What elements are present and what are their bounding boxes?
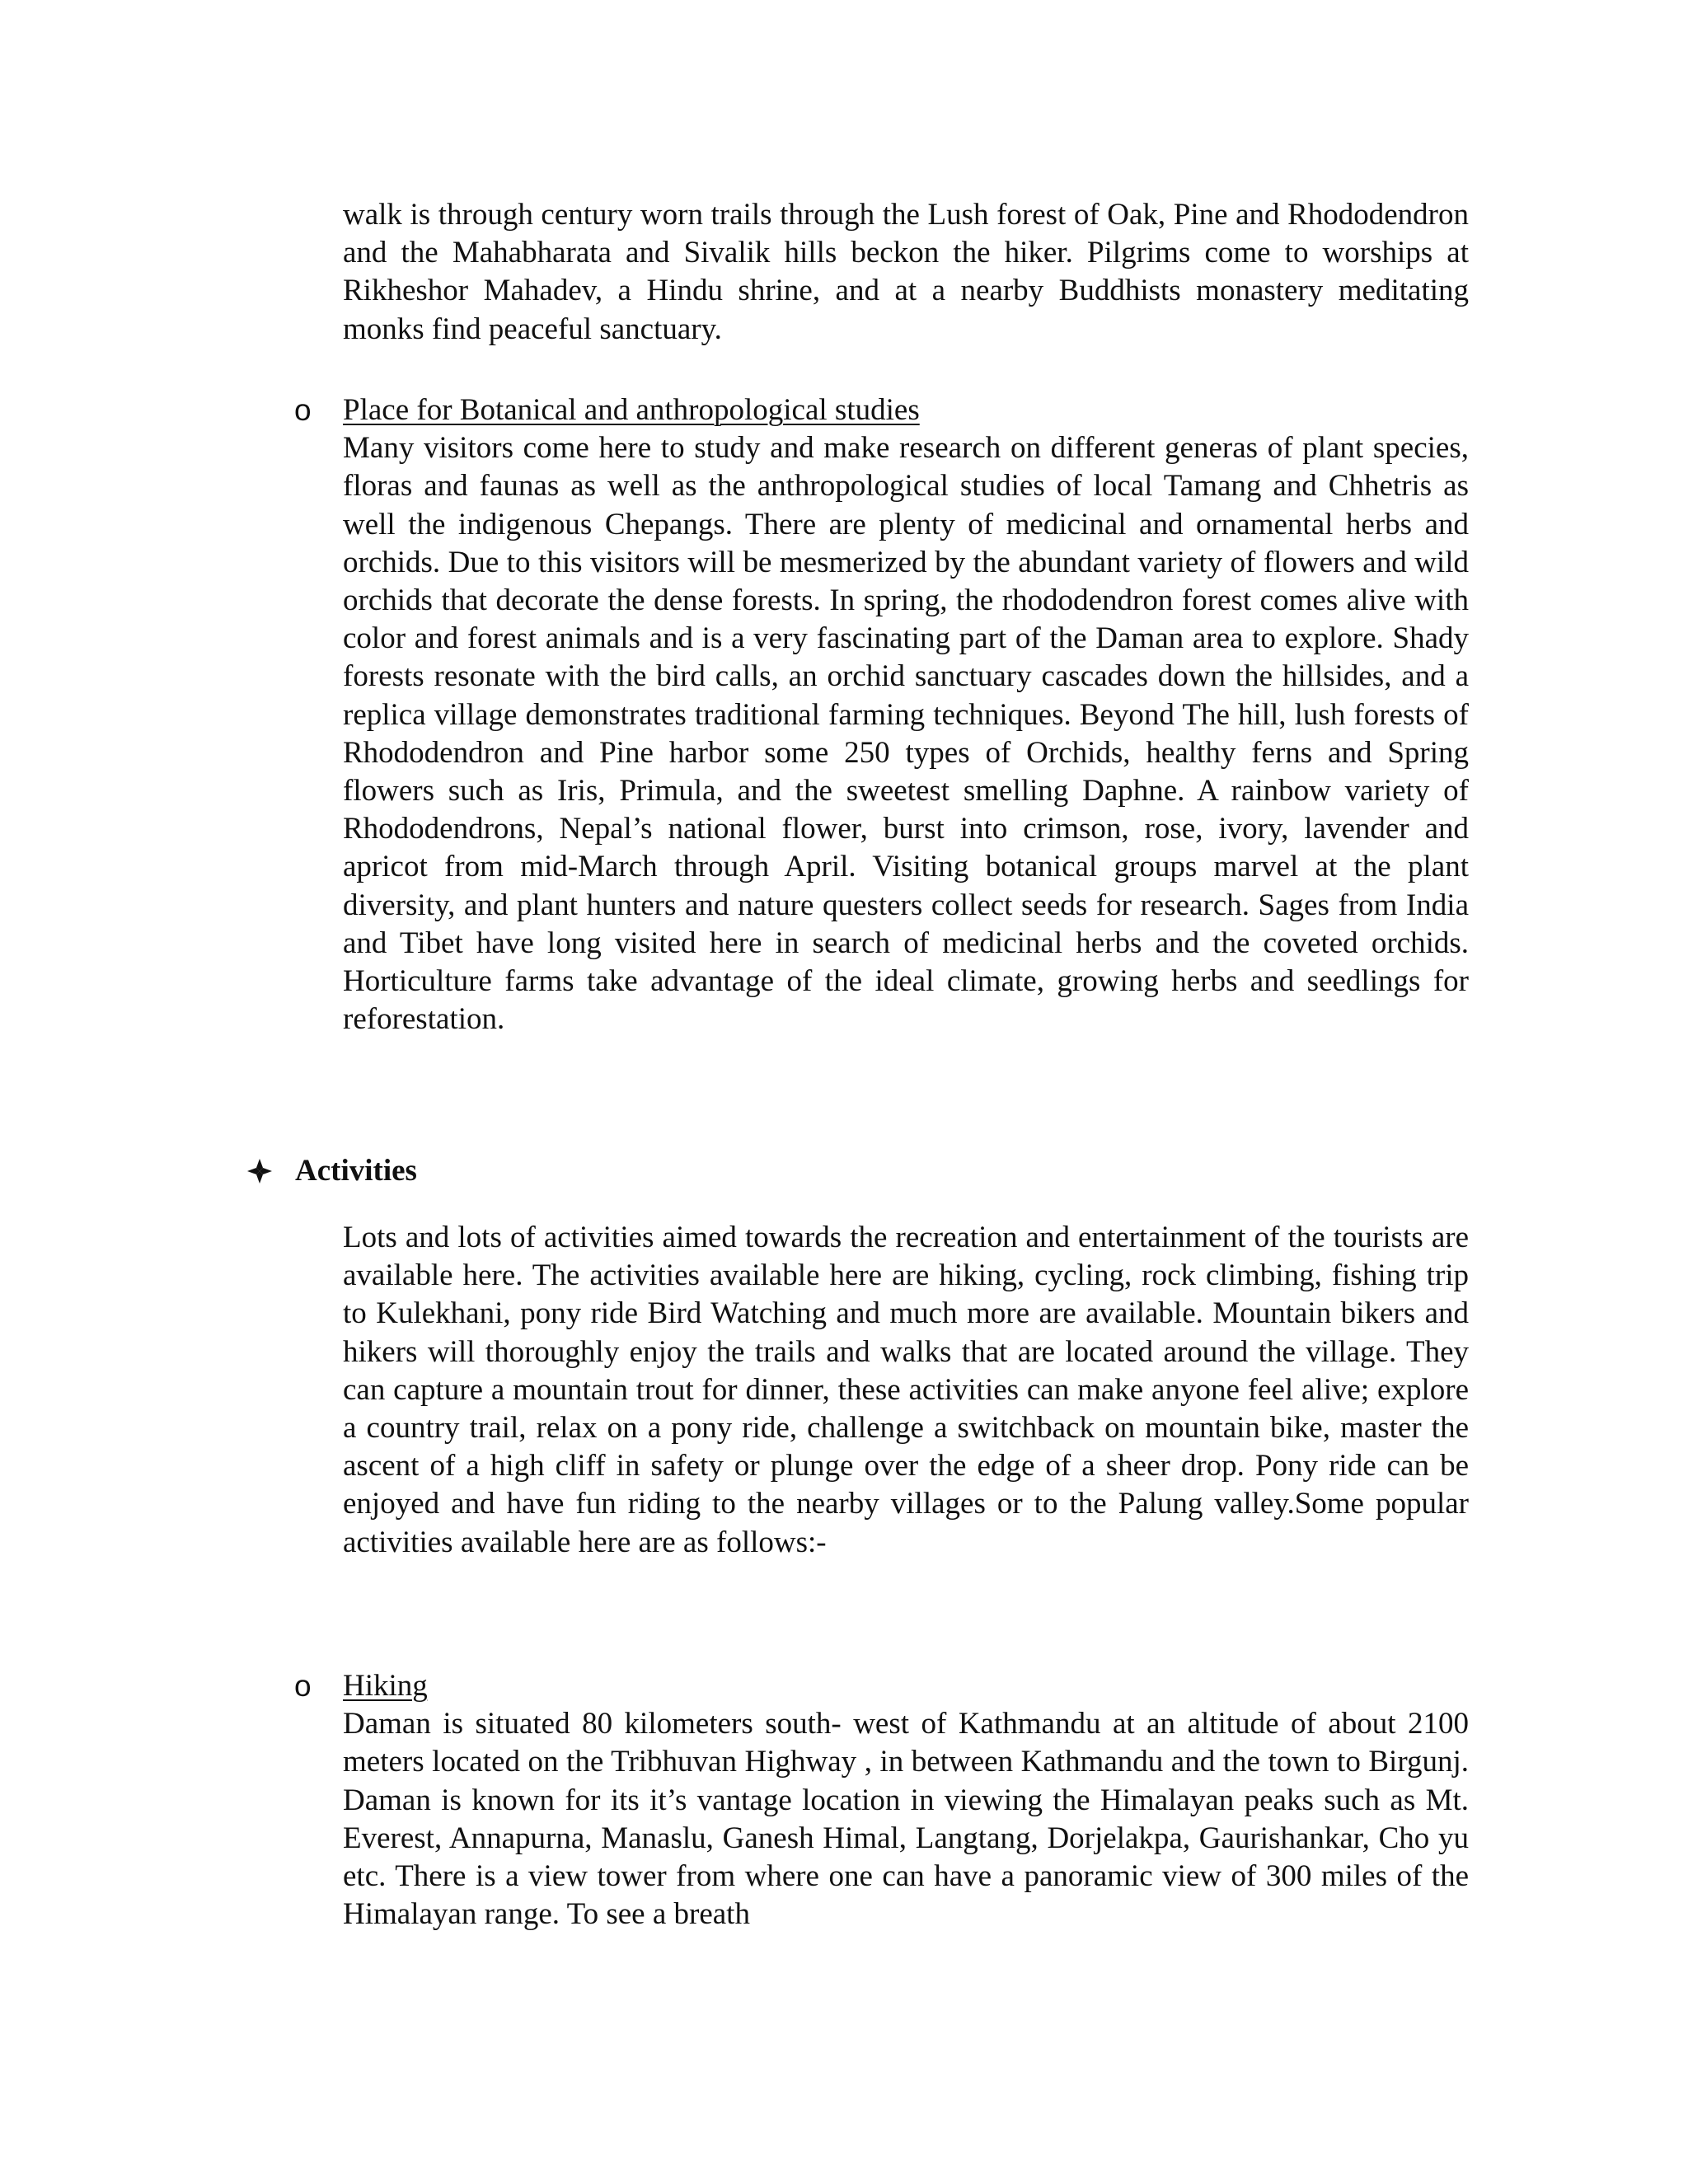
botanical-body: Many visitors come here to study and make research on different generas of plant species, floras and faunas as well as the anthropological studies of local Tamang and Chhetris as well the indigenous Chepangs. There are plenty of medicinal and ornamental herbs and orchids. Due to this visitors will be mesmerized by the abundant variety of flowers and wild orchids that decorate the dense forests. In spring, the rhododendron forest comes alive with color and forest animals and is a very fascinating part of the Daman area to explore. Shady forests resonate with the bird calls, an orchid sanctuary cascades down the hillsides, and a replica village demonstrates traditional farming techniques. Beyond The hill, lush forests of Rhododendron and Pine harbor some 250 types of Orchids, healthy ferns and Spring flowers such as Iris, Primula, and the sweetest smelling Daphne. A rainbow variety of Rhododendrons, Nepal’s national flower, burst into crimson, rose, ivory, lavender and apricot from mid-March through April. Visiting botanical groups marvel at the plant diversity, and plant hunters and nature questers collect seeds for research. Sages from India and Tibet have long visited here in search of medicinal herbs and the coveted orchids. Horticulture farms take advantage of the ideal climate, growing herbs and seedlings for reforestation. [343,431,1469,1037]
hiking-section [343,1667,1469,1933]
activities-heading-row [247,1152,417,1190]
botanical-bullet: o [294,393,312,427]
activities-paragraph [343,1219,1469,1562]
hiking-bullet: o [294,1669,312,1703]
intro-paragraph [343,196,1469,349]
diamond-bullet-icon [247,1159,272,1183]
hiking-heading: Hiking [343,1669,428,1703]
activities-body: Lots and lots of activities aimed towards the recreation and entertainment of the tourists are available here. The activities available here are hiking, cycling, rock climbing, fishing trip to Kulekhani, pony ride Bird Watching and much more are available. Mountain bikers and hikers will thoroughly enjoy the trails and walks that are located around the village. They can capture a mountain trout for dinner, these activities can make anyone feel alive; explore a country trail, relax on a pony ride, challenge a switchback on mountain bike, master the ascent of a high cliff in safety or plunge over the edge of a sheer drop. Pony ride can be enjoyed and have fun riding to the nearby villages or to the Palung valley.Some popular activities available here are as follows:- [343,1221,1469,1559]
activities-heading: Activities [295,1153,417,1188]
hiking-body: Daman is situated 80 kilometers south- west of Kathmandu at an altitude of about 2100 meters located on the Tribhuvan Highway , in between Kathmandu and the town to Birgunj. Daman is known for its it’s vantage location in viewing the Himalayan peaks such as Mt. Everest, Annapurna, Manaslu, Ganesh Himal, Langtang, Dorjelakpa, Gaurishankar, Cho yu etc. There is a view tower from where one can have a panoramic view of 300 miles of the Himalayan range. To see a breath [343,1707,1469,1932]
intro-text: walk is through century worn trails through the Lush forest of Oak, Pine and Rhododendron and the Mahabharata and Sivalik hills beckon the hiker. Pilgrims come to worships at Rikheshor Mahadev, a Hindu shrine, and at a nearby Buddhists monastery meditating monks find peaceful sanctuary. [343,198,1469,346]
botanical-heading: Place for Botanical and anthropological studies [343,393,920,427]
botanical-section [343,391,1469,1038]
